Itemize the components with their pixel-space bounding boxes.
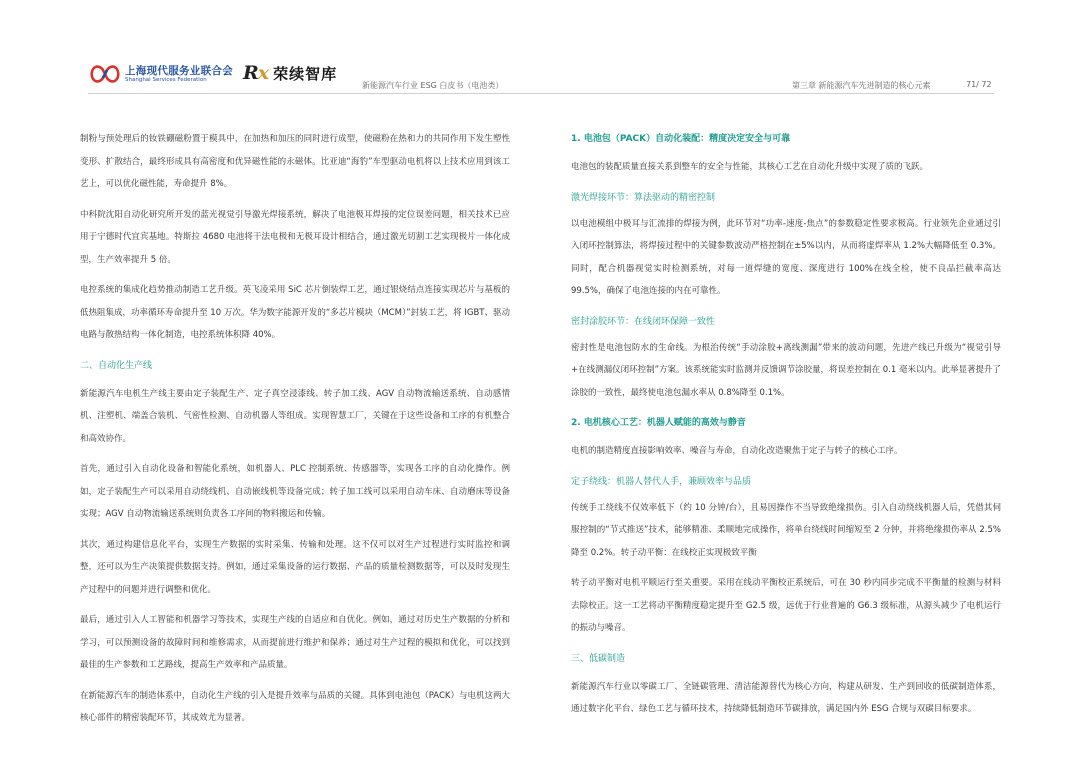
section-heading-low-carbon: 三、低碳制造 xyxy=(571,653,626,664)
paragraph: 制粉与预处理后的钕铁硼磁粉置于模具中，在加热和加压的同时进行成型，使磁粉在热和力的共同作用下发生塑性变形、扩散结合，最终形成具有高密度和优异磁性能的永磁体。比亚迪“海豹”车型驱动电机将以上技术应用到该工艺上，可以优化磁性能，寿命提升 8%。 xyxy=(80,134,510,189)
paragraph: 密封性是电池包防水的生命线。为根治传统“手动涂胶+离线测漏”带来的波动问题，先进产线已升级为“视觉引导+在线测漏仪闭环控制”方案。该系统能实时监测并反馈调节涂胶量，将误差控制在 0.1 毫米以内。此举显著提升了涂胶的一致性，最终使电池包漏水率从 0.8%降至 0.1%。 xyxy=(571,342,1001,398)
header-divider xyxy=(88,93,994,94)
org-name-en: Shanghai Services Federation xyxy=(125,76,207,83)
paragraph: 新能源汽车电机生产线主要由定子装配生产、定子真空浸漆线、转子加工线、AGV 自动物流输送系统、自动感情机、注塑机、端盖合装机、气密性检测、自动机器人等组成。实现智慧工厂，关键在于这些设备和工序的有机整合和高效协作。 xyxy=(80,388,510,444)
document-title: 新能源汽车行业 ESG 白皮书（电池类） xyxy=(362,81,504,90)
paragraph: 电机的制造精度直接影响效率、噪音与寿命，自动化改造聚焦于定子与转子的核心工序。 xyxy=(571,446,903,456)
section-heading-automation: 二、自动化生产线 xyxy=(80,360,153,371)
subsection-heading-motor: 2. 电机核心工艺：机器人赋能的高效与静音 xyxy=(571,418,746,428)
brand-mark: Rx xyxy=(243,62,269,84)
paragraph: 以电池模组中极耳与汇流排的焊接为例，此环节对“功率-速度-焦点”的参数稳定性要求极高。行业领先企业通过引入闭环控制算法，将焊接过程中的关键参数波动严格控制在±5%以内，从而将虚焊率从 1.2%大幅降低至 0.3%。同时，配合机器视觉实时检测系统，对每一道焊缝的宽度、深度进行 100%在线全检，使不良品拦截率高达 99.5%，确保了电池连接的内在可靠性。 xyxy=(571,218,1001,296)
subheading-sealing: 密封涂胶环节：在线闭环保障一致性 xyxy=(571,316,716,327)
subheading-stator-winding: 定子绕线：机器人替代人手，兼顾效率与品质 xyxy=(571,476,752,487)
brand-name: 荣续智库 xyxy=(273,64,338,83)
org-name: 上海现代服务业联合会 xyxy=(125,64,233,77)
paragraph: 在新能源汽车的制造体系中，自动化生产线的引入是提升效率与品质的关键。具体到电池包（PACK）与电机这两大核心部件的精密装配环节，其成效尤为显著。 xyxy=(80,690,510,723)
paragraph: 首先，通过引入自动化设备和智能化系统，如机器人、PLC 控制系统、传感器等，实现各工序的自动化操作。例如，定子装配生产可以采用自动绕线机、自动嵌线机等设备完成；转子加工线可以采用自动车床、自动磨床等设备实现；AGV 自动物流输送系统则负责各工序间的物料搬运和传输。 xyxy=(80,464,510,519)
left-column xyxy=(80,128,510,738)
paragraph: 转子动平衡对电机平顺运行至关重要。采用在线动平衡校正系统后，可在 30 秒内同步完成不平衡量的检测与材料去除校正。这一工艺将动平衡精度稳定提升至 G2.5 级，远优于行业普遍的 G6.3 级标准，从源头减少了电机运行的振动与噪音。 xyxy=(571,578,1001,633)
paragraph: 中科院沈阳自动化研究所开发的蓝光视觉引导激光焊接系统，解决了电池极耳焊接的定位误差问题，相关技术已应用于宁德时代宜宾基地。特斯拉 4680 电池将干法电极和无极耳设计相结合，通过激光切割工艺实现极片一体化成型，生产效率提升 5 倍。 xyxy=(80,209,510,265)
paragraph: 最后，通过引入人工智能和机器学习等技术，实现生产线的自适应和自优化。例如，通过对历史生产数据的分析和学习，可以预测设备的故障时间和维修需求，从而提前进行维护和保养；通过对生产过程的模拟和优化，可以找到最佳的生产参数和工艺路线，提高生产效率和产品质量。 xyxy=(80,615,510,670)
paragraph: 传统手工绕线不仅效率低下（约 10 分钟/台），且易因操作不当导致绝缘损伤。引入自动绕线机器人后，凭借其伺服控制的“节式推送”技术，能够精准、柔顺地完成操作，将单台绕线时间缩短至 2 分钟，并将绝缘损伤率从 2.5%降至 0.2%。转子动平衡：在线校正实现极致平衡 xyxy=(571,502,1001,558)
ssf-logo xyxy=(90,63,233,85)
paragraph: 电控系统的集成化趋势推动制造工艺升级。英飞凌采用 SiC 芯片倒装焊工艺，通过银烧结点连接实现芯片与基板的低热阻集成，功率循环寿命提升至 10 万次。华为数字能源开发的“多芯片模块（MCM）”封装工艺，将 IGBT、驱动电路与散热结构一体化制造，电控系统体积降 40%。 xyxy=(80,285,510,340)
ssf-emblem-icon xyxy=(90,63,120,85)
subheading-laser-welding: 激光焊接环节：算法驱动的精密控制 xyxy=(571,192,716,203)
paragraph: 电池包的装配质量直接关系到整车的安全与性能，其核心工艺在自动化升级中实现了质的飞跃。 xyxy=(571,162,929,172)
right-column xyxy=(571,128,1001,729)
page-number: 71/ 72 xyxy=(966,80,992,89)
chapter-title: 第三章 新能源汽车先进制造的核心元素 xyxy=(792,81,931,90)
brand-logo xyxy=(243,62,337,84)
paragraph: 新能源汽车行业以零碳工厂、全链碳管理、清洁能源替代为核心方向，构建从研发、生产到回收的低碳制造体系，通过数字化平台、绿色工艺与循环技术，持续降低制造环节碳排放，满足国内外 ESG 合规与双碳目标要求。 xyxy=(571,681,1001,714)
subsection-heading-pack: 1. 电池包（PACK）自动化装配：精度决定安全与可靠 xyxy=(571,134,791,144)
paragraph: 其次，通过构建信息化平台，实现生产数据的实时采集、传输和处理。这不仅可以对生产过程进行实时监控和调整，还可以为生产决策提供数据支持。例如，通过采集设备的运行数据、产品的质量检测数据等，可以及时发现生产过程中的问题并进行调整和优化。 xyxy=(80,539,510,595)
